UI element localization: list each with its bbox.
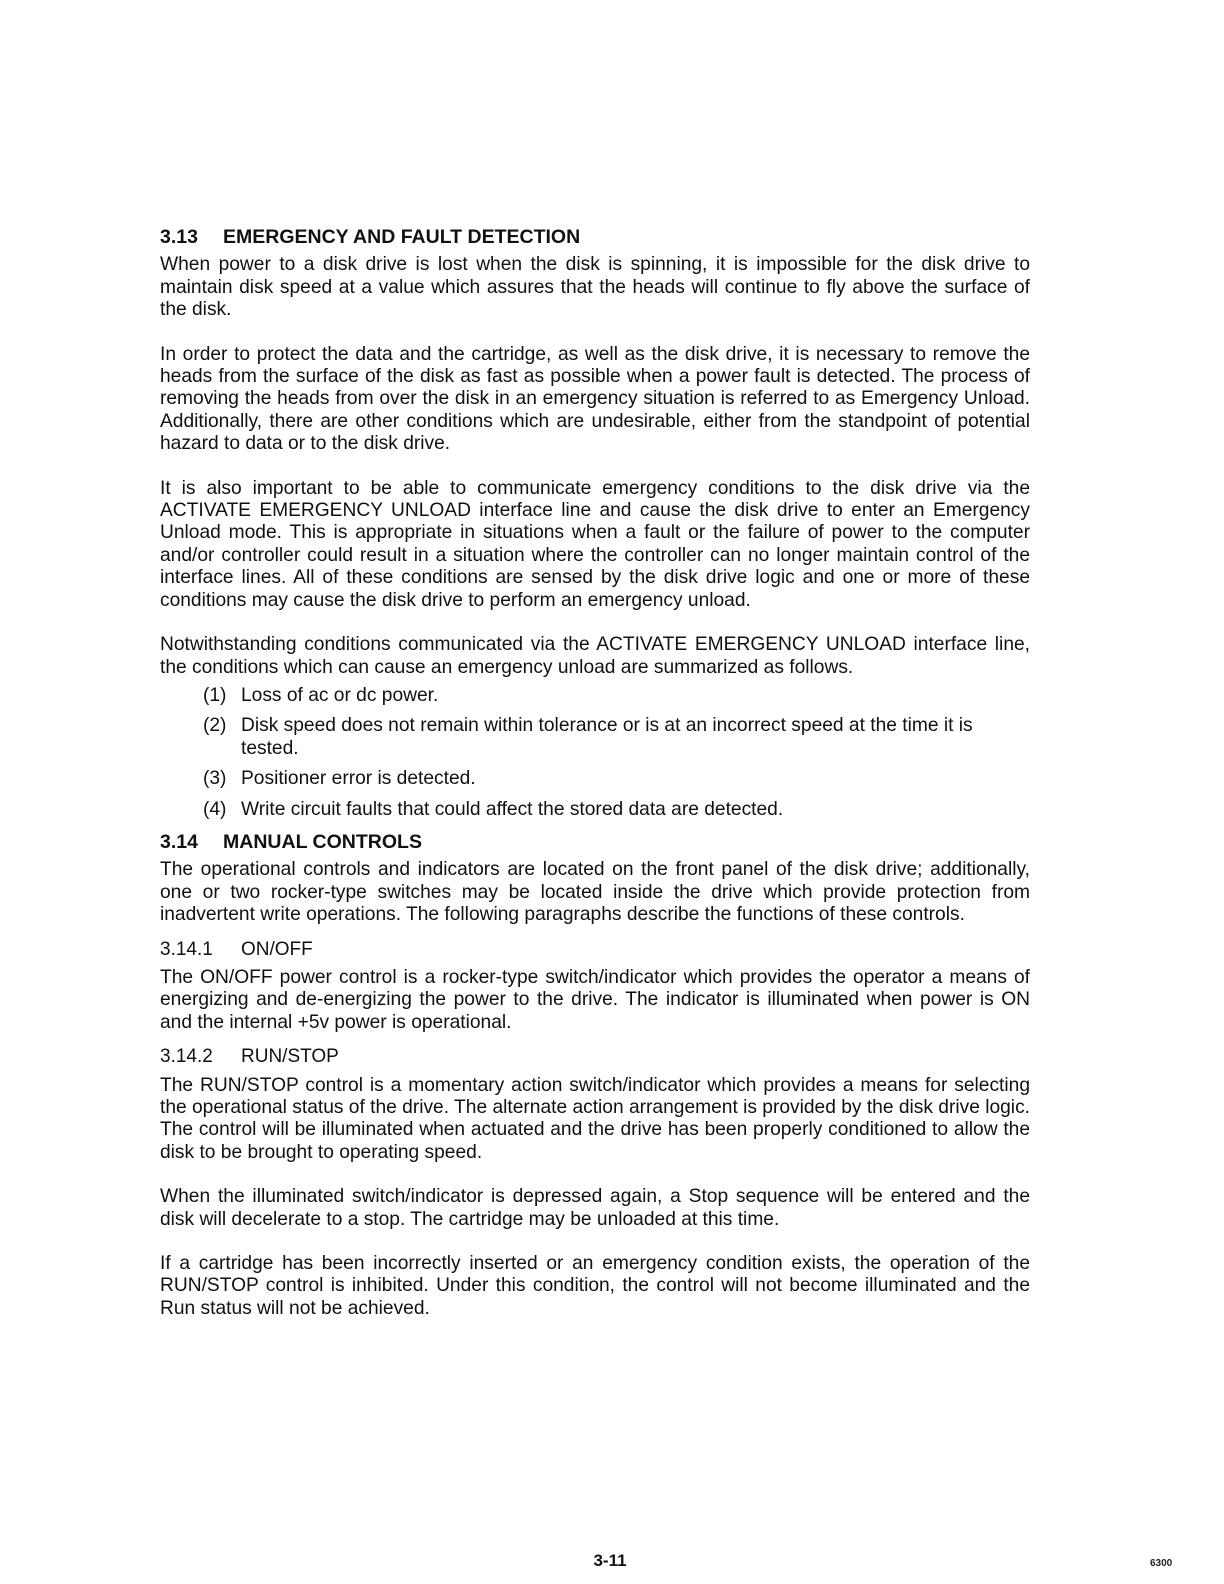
list-item bbox=[160, 685, 1030, 707]
paragraph: The ON/OFF power control is a rocker-type switch/indicator which provides the operator a means of energizing and de-energizing the power to the drive. The indicator is illuminated when power is ON and the internal +5v power is operational. bbox=[160, 966, 1030, 1033]
list-item bbox=[160, 715, 1030, 760]
list-item bbox=[160, 768, 1030, 790]
section-number: 3.14 bbox=[160, 830, 198, 853]
subsection-title: ON/OFF bbox=[241, 938, 313, 960]
paragraph: In order to protect the data and the cartridge, as well as the disk drive, it is necessary to remove the heads from the surface of the disk as fast as possible when a power fault is detected. The process of removing the heads from over the disk in an emergency situation is referred to as Emergency Unload. Additionally, there are other conditions which are undesirable, either from the standpoint of potential hazard to data or to the disk drive. bbox=[160, 343, 1030, 455]
list-item-text: Write circuit faults that could affect the stored data are detected. bbox=[241, 798, 784, 820]
list-item-text: Positioner error is detected. bbox=[241, 768, 476, 790]
subsection-title: RUN/STOP bbox=[241, 1046, 339, 1068]
section-title: MANUAL CONTROLS bbox=[223, 830, 422, 853]
list-marker: (2) bbox=[203, 715, 227, 737]
paragraph: It is also important to be able to communicate emergency conditions to the disk drive via the ACTIVATE EMERGENCY UNLOAD interface line and cause the disk drive to enter an Emergency Unload mode. This is appropriate in situations when a fault or the failure of power to the computer and/or controller could result in a situation where the controller can no longer maintain control of the interface lines. All of these conditions are sensed by the disk drive logic and one or more of these conditions may cause the disk drive to perform an emergency unload. bbox=[160, 477, 1030, 611]
subsection-heading-3-14-2 bbox=[160, 1046, 1030, 1068]
paragraph: Notwithstanding conditions communicated via the ACTIVATE EMERGENCY UNLOAD interface line, the conditions which can cause an emergency unload are summarized as follows. bbox=[160, 634, 1030, 678]
subsection-number: 3.14.2 bbox=[160, 1046, 213, 1068]
emergency-conditions-list bbox=[160, 685, 1030, 821]
section-number: 3.13 bbox=[160, 226, 198, 248]
section-title: EMERGENCY AND FAULT DETECTION bbox=[223, 226, 581, 248]
paragraph: The operational controls and indicators are located on the front panel of the disk drive; additionally, one or two rocker-type switches may be located inside the drive which provide protection from inadvertent write operations. The following paragraphs describe the functions of these controls. bbox=[160, 859, 1030, 926]
subsection-number: 3.14.1 bbox=[160, 938, 213, 960]
page-number: 3-11 bbox=[593, 1551, 627, 1570]
list-marker: (3) bbox=[203, 768, 227, 790]
paragraph: The RUN/STOP control is a momentary action switch/indicator which provides a means for selecting the operational status of the drive. The alternate action arrangement is provided by the disk drive logic. The control will be illuminated when actuated and the drive has been properly conditioned to allow the disk to be brought to operating speed. bbox=[160, 1074, 1030, 1163]
list-marker: (1) bbox=[203, 684, 227, 706]
document-code: 6300 bbox=[1150, 1558, 1173, 1569]
paragraph: When power to a disk drive is lost when the disk is spinning, it is impossible for the disk drive to maintain disk speed at a value which assures that the heads will continue to fly above the surface of the disk. bbox=[160, 254, 1030, 321]
subsection-heading-3-14-1 bbox=[160, 939, 1030, 961]
section-heading-3-13 bbox=[160, 226, 1030, 248]
list-item-text: Disk speed does not remain within tolerance or is at an incorrect speed at the time it is tested. bbox=[241, 715, 973, 759]
list-marker: (4) bbox=[203, 798, 227, 820]
paragraph: If a cartridge has been incorrectly inserted or an emergency condition exists, the operation of the RUN/STOP control is inhibited. Under this condition, the control will not become illuminated and the Run status will not be achieved. bbox=[160, 1253, 1030, 1319]
paragraph: When the illuminated switch/indicator is depressed again, a Stop sequence will be entered and the disk will decelerate to a stop. The cartridge may be unloaded at this time. bbox=[160, 1186, 1030, 1230]
list-item-text: Loss of ac or dc power. bbox=[241, 684, 439, 706]
section-heading-3-14 bbox=[160, 831, 1030, 853]
page-content bbox=[160, 226, 1030, 1320]
list-item bbox=[160, 799, 1030, 821]
